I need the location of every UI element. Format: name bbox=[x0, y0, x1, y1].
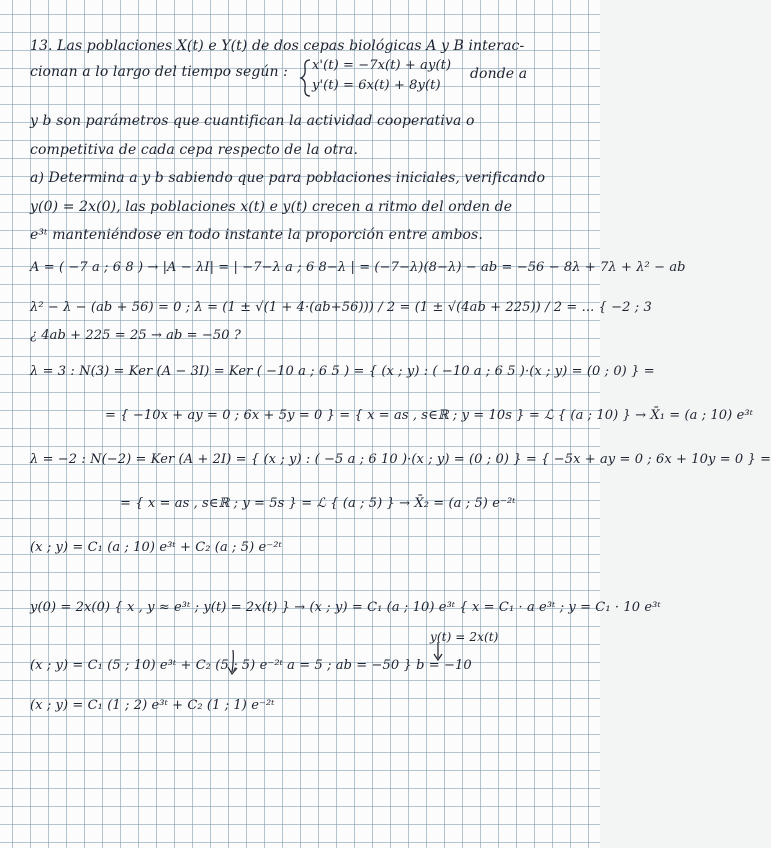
implication-arrow-icon bbox=[432, 642, 444, 662]
problem-line-3: y b son parámetros que cuantifican la actividad cooperativa o bbox=[30, 113, 475, 129]
work-line-2: λ² − λ − (ab + 56) = 0 ; λ = (1 ± √(1 + 4·(ab+56))) / 2 = (1 ± √(4ab + 225)) / 2 = ... { −2 ; 3 bbox=[30, 300, 652, 315]
work-line-1: A = ( −7 a ; 6 8 ) → |A − λI| = | −7−λ a ; 6 8−λ | = (−7−λ)(8−λ) − ab = −56 − 8λ + 7λ + λ² − ab bbox=[30, 260, 686, 275]
system-brace-icon bbox=[300, 58, 312, 98]
work-line-10: y(t) = 2x(t) bbox=[430, 630, 499, 644]
problem-line-2 bbox=[30, 64, 288, 80]
part-a-line-2: y(0) = 2x(0), las poblaciones x(t) e y(t) crecen a ritmo del orden de bbox=[30, 199, 513, 215]
system-eq-2: y'(t) = 6x(t) + 8y(t) bbox=[312, 78, 441, 93]
part-a-line-1: a) Determina a y b sabiendo que para poblaciones iniciales, verificando bbox=[30, 170, 546, 186]
problem-line-4: competitiva de cada cepa respecto de la otra. bbox=[30, 142, 359, 158]
work-line-8: (x ; y) = C₁ (a ; 10) e³ᵗ + C₂ (a ; 5) e⁻²ᵗ bbox=[30, 540, 282, 555]
problem-line-2-tail: donde a bbox=[470, 66, 528, 82]
work-line-12: (x ; y) = C₁ (1 ; 2) e³ᵗ + C₂ (1 ; 1) e⁻²ᵗ bbox=[30, 698, 275, 713]
work-line-6: λ = −2 : N(−2) = Ker (A + 2I) = { (x ; y) : ( −5 a ; 6 10 )·(x ; y) = (0 ; 0) } = { −5x + ay = 0 ; 6x + 10y = 0 } = bbox=[30, 452, 771, 467]
work-line-11: (x ; y) = C₁ (5 ; 10) e³ᵗ + C₂ (5 ; 5) e⁻²ᵗ a = 5 ; ab = −50 } b = −10 bbox=[30, 658, 472, 673]
work-line-4: λ = 3 : N(3) = Ker (A − 3I) = Ker ( −10 a ; 6 5 ) = { (x ; y) : ( −10 a ; 6 5 )·(x ; y) = (0 ; 0) } = bbox=[30, 364, 655, 379]
part-a-line-3: e³ᵗ manteniéndose en todo instante la proporción entre ambos. bbox=[30, 227, 483, 243]
work-line-7: = { x = as , s∈ℝ ; y = 5s } = ℒ { (a ; 5) } → X̄₂ = (a ; 5) e⁻²ᵗ bbox=[120, 496, 516, 511]
work-line-9: y(0) = 2x(0) { x , y ≈ e³ᵗ ; y(t) = 2x(t) } → (x ; y) = C₁ (a ; 10) e³ᵗ { x = C₁ · a e³ᵗ ; y = C₁ · 10 e³ᵗ bbox=[30, 600, 661, 615]
problem-line-2-text: cionan a lo largo del tiempo según : bbox=[30, 64, 288, 80]
work-line-3: ¿ 4ab + 225 = 25 → ab = −50 ? bbox=[30, 328, 241, 343]
work-line-5: = { −10x + ay = 0 ; 6x + 5y = 0 } = { x = as , s∈ℝ ; y = 10s } = ℒ { (a ; 10) } → X̄₁ = (a ; 10) e³ᵗ bbox=[105, 408, 753, 423]
down-arrow-icon bbox=[226, 650, 240, 676]
problem-line-1: 13. Las poblaciones X(t) e Y(t) de dos cepas biológicas A y B interac- bbox=[30, 38, 525, 54]
system-eq-1: x'(t) = −7x(t) + ay(t) bbox=[312, 58, 452, 73]
